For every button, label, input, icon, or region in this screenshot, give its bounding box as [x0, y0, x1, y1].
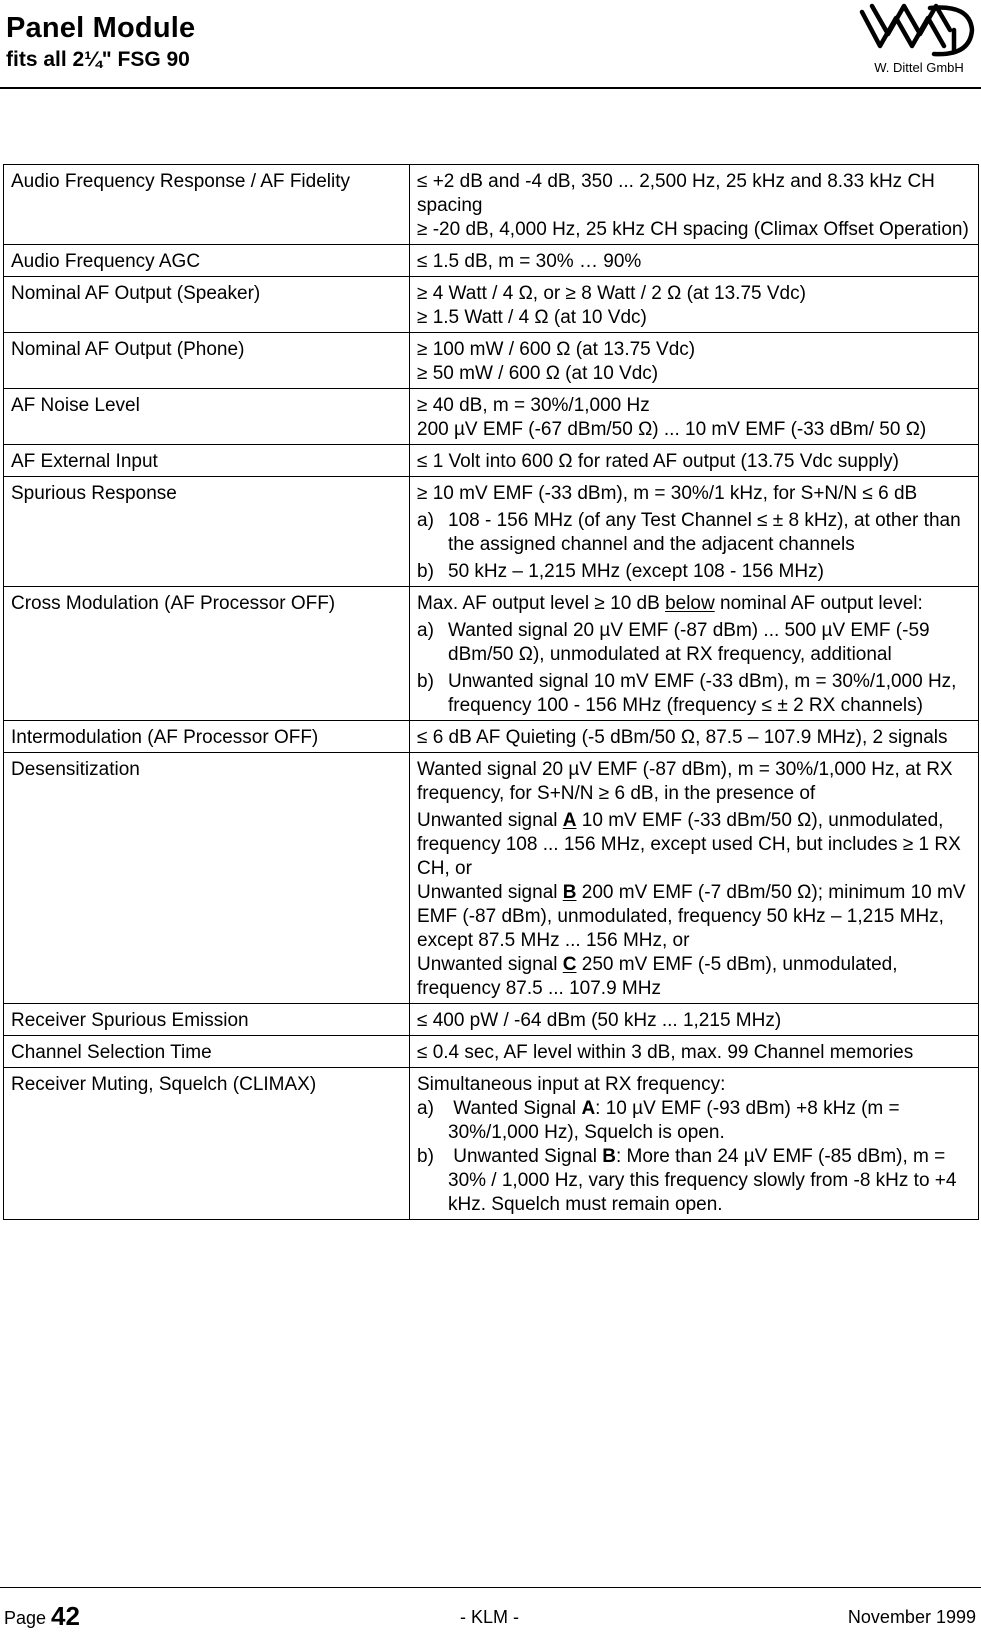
value-line: ≥ 50 mW / 600 Ω (at 10 Vdc) [417, 363, 659, 384]
footer-divider [0, 1587, 981, 1588]
table-row [4, 277, 979, 333]
param-cell: Channel Selection Time [4, 1036, 410, 1068]
signal-prefix: Unwanted signal [417, 954, 563, 975]
value-cell [410, 1036, 979, 1068]
list-item [417, 619, 974, 667]
signal-prefix: Unwanted signal [417, 810, 563, 831]
list-marker: b) [417, 671, 434, 692]
signal-letter: B [562, 882, 577, 903]
value-line: ≥ 100 mW / 600 Ω (at 13.75 Vdc) [417, 339, 696, 360]
signal-text: 200 mV EMF (-7 dBm/50 Ω); minimum 10 mV EMF (-87 dBm), unmodulated, frequency 50 kHz – 1,215 MHz, except 87.5 MHz ... 156 MHz, or [417, 882, 966, 951]
value-cell [410, 721, 979, 753]
value-line: ≥ 40 dB, m = 30%/1,000 Hz [417, 395, 650, 416]
signal-text: : 10 µV EMF (-93 dBm) +8 kHz (m = 30%/1,000 Hz), Squelch is open. [448, 1098, 900, 1143]
value-cell [410, 477, 979, 587]
intro-text: nominal AF output level: [714, 593, 923, 614]
list-text: 50 kHz – 1,215 MHz (except 108 - 156 MHz) [448, 561, 824, 582]
value-line: ≥ 10 mV EMF (-33 dBm), m = 30%/1 kHz, for S+N/N ≤ 6 dB [417, 483, 918, 504]
page-number-value: 42 [51, 1601, 80, 1631]
value-line: ≤ 1.5 dB, m = 30% … 90% [417, 251, 642, 272]
list-item [417, 1145, 974, 1217]
intro-text: Max. AF output level ≥ 10 dB [417, 593, 666, 614]
value-cell [410, 333, 979, 389]
signal-letter: A [581, 1098, 596, 1119]
list-text [448, 1145, 974, 1217]
table-row [4, 1068, 979, 1220]
value-cell [410, 445, 979, 477]
page-label: Page [4, 1608, 52, 1628]
value-line: ≤ 6 dB AF Quieting (-5 dBm/50 Ω, 87.5 – 107.9 MHz), 2 signals [417, 727, 948, 748]
list-text: Unwanted signal 10 mV EMF (-33 dBm), m = 30%/1,000 Hz, frequency 100 - 156 MHz (frequency ≤ ± 2 RX channels) [448, 671, 957, 716]
table-row [4, 1004, 979, 1036]
list-marker: a) [417, 620, 434, 641]
page-subtitle: fits all 2¼" FSG 90 [6, 48, 190, 71]
list-text: Wanted signal 20 µV EMF (-87 dBm) ... 500 µV EMF (-59 dBm/50 Ω), unmodulated at RX frequency, additional [448, 620, 930, 665]
value-line: 200 µV EMF (-67 dBm/50 Ω) ... 10 mV EMF (-33 dBm/ 50 Ω) [417, 419, 927, 440]
signal-text: 10 mV EMF (-33 dBm/50 Ω), unmodulated, frequency 108 ... 156 MHz, except used CH, but includes ≥ 1 RX CH, or [417, 810, 961, 879]
spec-table [3, 164, 979, 1220]
signal-letter: A [562, 810, 577, 831]
table-row [4, 477, 979, 587]
param-cell: Receiver Spurious Emission [4, 1004, 410, 1036]
list-item [417, 1097, 974, 1145]
param-cell: AF External Input [4, 445, 410, 477]
list-text [448, 1097, 974, 1145]
list-marker: b) [417, 561, 434, 582]
value-line: ≥ -20 dB, 4,000 Hz, 25 kHz CH spacing (Climax Offset Operation) [417, 219, 969, 240]
document-date: November 1999 [847, 1607, 976, 1627]
value-cell [410, 1004, 979, 1036]
value-cell [410, 587, 979, 721]
value-line: Simultaneous input at RX frequency: [417, 1074, 726, 1095]
signal-line [417, 953, 974, 1001]
param-cell: Nominal AF Output (Phone) [4, 333, 410, 389]
signal-letter: C [562, 954, 577, 975]
value-line: ≤ +2 dB and -4 dB, 350 ... 2,500 Hz, 25 kHz and 8.33 kHz CH spacing [417, 171, 935, 216]
value-line: ≥ 4 Watt / 4 Ω, or ≥ 8 Watt / 2 Ω (at 13.75 Vdc) [417, 283, 806, 304]
signal-prefix: Unwanted signal [417, 882, 563, 903]
list-text: 108 - 156 MHz (of any Test Channel ≤ ± 8 kHz), at other than the assigned channel and the adjacent channels [448, 510, 961, 555]
value-line: Wanted signal 20 µV EMF (-87 dBm), m = 30%/1,000 Hz, at RX frequency, for S+N/N ≥ 6 dB, in the presence of [417, 759, 953, 804]
table-row [4, 333, 979, 389]
list-marker: a) [417, 510, 434, 531]
table-row [4, 389, 979, 445]
value-cell [410, 165, 979, 245]
value-cell [410, 1068, 979, 1220]
signal-letter: B [602, 1146, 616, 1167]
list-marker: b) [417, 1146, 434, 1167]
table-row [4, 753, 979, 1004]
value-cell [410, 753, 979, 1004]
param-cell: Desensitization [4, 753, 410, 1004]
signal-line [417, 809, 974, 881]
signal-prefix: Wanted Signal [453, 1098, 582, 1119]
param-cell: AF Noise Level [4, 389, 410, 445]
table-row [4, 721, 979, 753]
param-cell: Nominal AF Output (Speaker) [4, 277, 410, 333]
signal-text: 250 mV EMF (-5 dBm), unmodulated, frequency 87.5 ... 107.9 MHz [417, 954, 898, 999]
list-marker: a) [417, 1098, 434, 1119]
value-line: ≤ 400 pW / -64 dBm (50 kHz ... 1,215 MHz) [417, 1010, 782, 1031]
list-item [417, 670, 974, 718]
value-cell [410, 245, 979, 277]
param-cell: Spurious Response [4, 477, 410, 587]
param-cell: Audio Frequency Response / AF Fidelity [4, 165, 410, 245]
param-cell: Audio Frequency AGC [4, 245, 410, 277]
signal-prefix: Unwanted Signal [453, 1146, 603, 1167]
table-row [4, 245, 979, 277]
company-name: W. Dittel GmbH [874, 60, 964, 75]
page-number [4, 1601, 80, 1632]
table-row [4, 445, 979, 477]
page-title: Panel Module [6, 12, 196, 44]
value-cell [410, 277, 979, 333]
value-line: ≤ 1 Volt into 600 Ω for rated AF output (13.75 Vdc supply) [417, 451, 899, 472]
signal-line [417, 881, 974, 953]
param-cell: Intermodulation (AF Processor OFF) [4, 721, 410, 753]
underlined-word: below [665, 593, 715, 614]
param-cell: Cross Modulation (AF Processor OFF) [4, 587, 410, 721]
value-line: ≥ 1.5 Watt / 4 Ω (at 10 Vdc) [417, 307, 647, 328]
value-cell [410, 389, 979, 445]
list-item [417, 509, 974, 557]
table-row [4, 587, 979, 721]
table-row [4, 1036, 979, 1068]
value-line [417, 592, 974, 616]
table-row [4, 165, 979, 245]
header-divider [0, 87, 981, 89]
document-name: - KLM - [460, 1607, 520, 1627]
signal-text: : More than 24 µV EMF (-85 dBm), m = 30% / 1,000 Hz, vary this frequency slowly from -8 kHz to +4 kHz. Squelch must remain open. [448, 1146, 957, 1215]
value-line: ≤ 0.4 sec, AF level within 3 dB, max. 99 Channel memories [417, 1042, 914, 1063]
param-cell: Receiver Muting, Squelch (CLIMAX) [4, 1068, 410, 1220]
list-item [417, 560, 974, 584]
